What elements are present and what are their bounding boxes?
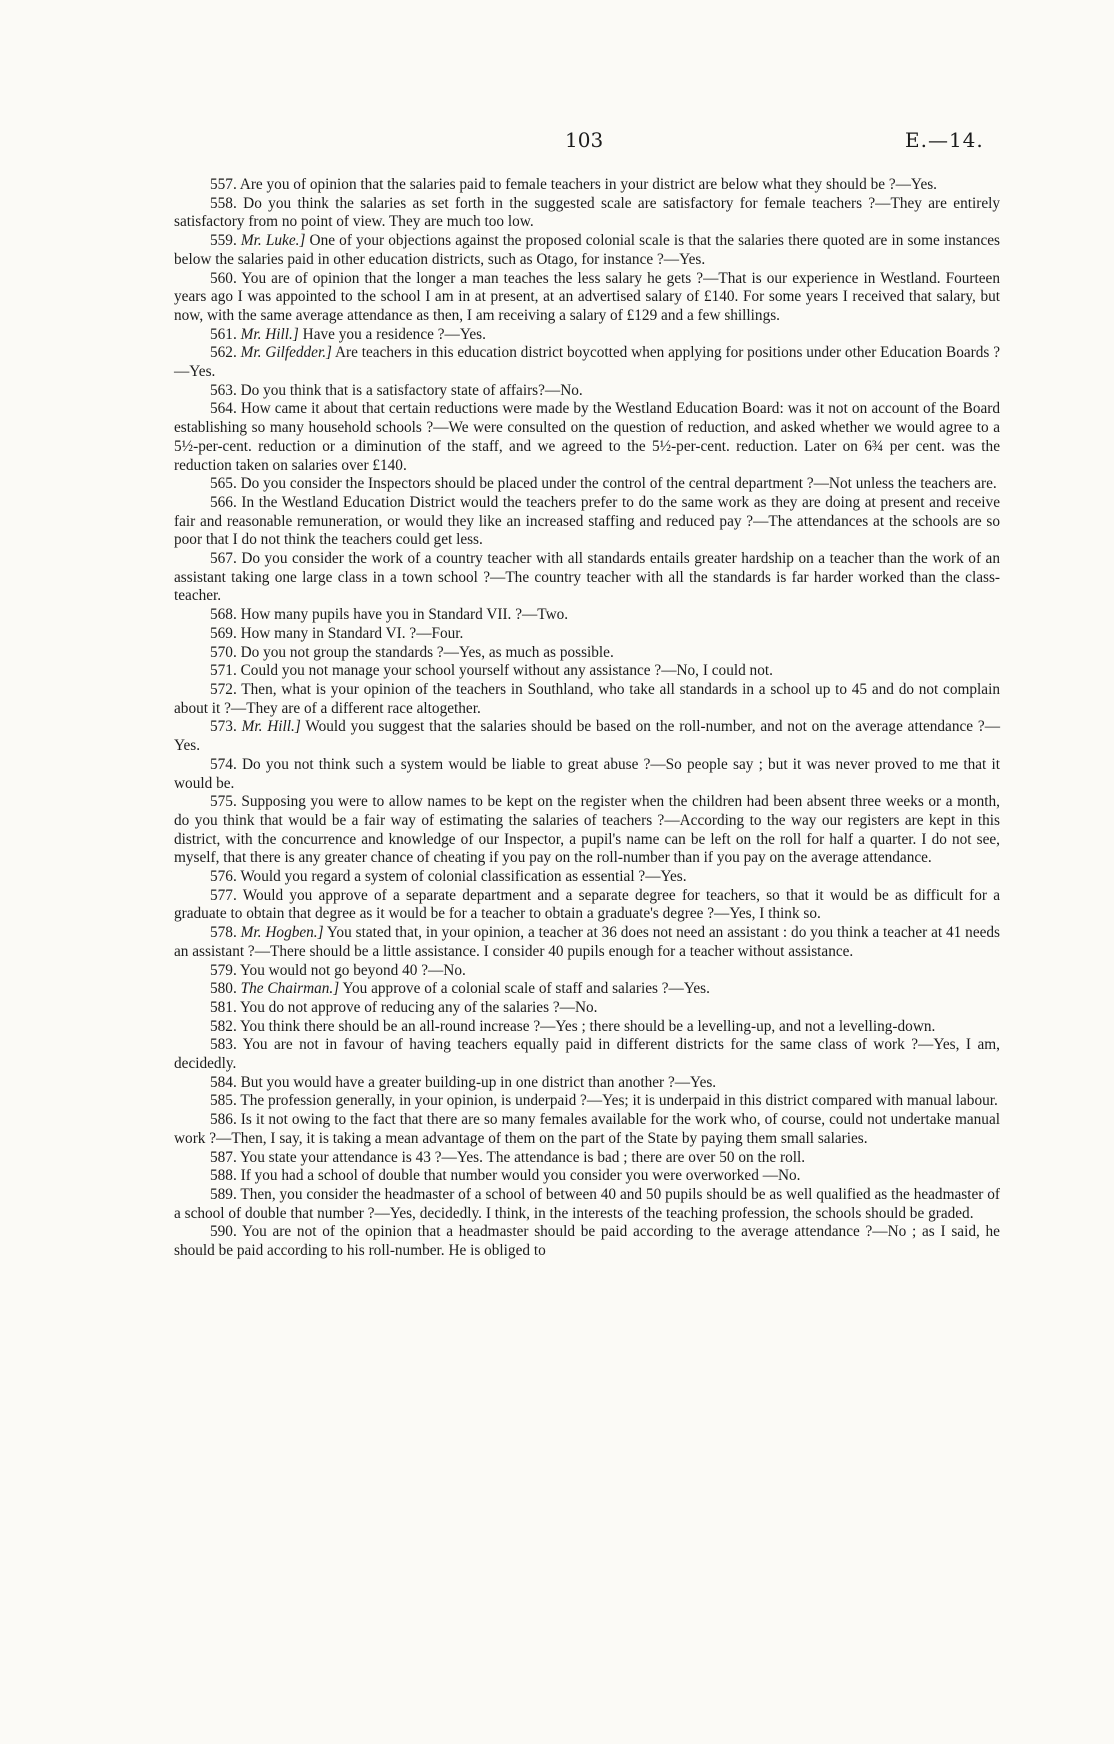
speaker-name: The Chairman.] [240,980,340,998]
question-text: In the Westland Education District would the teachers prefer to do the same work as they are doing at present and receive fair and reasonable remuneration, or would they like an increased staffing and reduced pay ?—The attendances at the schools are so poor that I do not think the teachers could get less. [174,493,1000,549]
question-paragraph [174,1092,1000,1111]
question-paragraph [174,1167,1000,1186]
speaker-name: Mr. Gilfedder.] [240,344,332,362]
question-paragraph [174,962,1000,981]
question-number: 563. [210,381,237,399]
question-text: Have you a residence ?—Yes. [302,325,486,343]
speaker-name: Mr. Hill.] [241,718,301,736]
question-number: 585. [210,1092,237,1110]
question-number: 567. [210,550,237,568]
question-paragraph [174,1223,1000,1260]
question-paragraph [174,756,1000,793]
question-number: 589. [210,1185,237,1203]
question-paragraph [174,400,1000,475]
question-number: 559. [210,232,237,250]
question-paragraph [174,475,1000,494]
speaker-name: Mr. Hill.] [240,325,299,343]
question-paragraph [174,1186,1000,1223]
question-text: Do you consider the work of a country teacher with all standards entails greater hardship on a teacher than the work of an assistant taking one large class in a town school ?—The country teacher with all the standards is far harder worked than the class-teacher. [174,550,1000,605]
question-text: You are not of the opinion that a headmaster should be paid according to the average attendance ?—No ; as I said, he should be paid according to his roll-number. He is obliged to [174,1223,1000,1260]
question-text: Do you think that is a satisfactory state of affairs?—No. [240,381,583,399]
question-number: 557. [210,176,237,193]
question-text: You are not in favour of having teachers equally paid in different districts for the same class of work ?—Yes, I am, decidedly. [174,1036,1000,1073]
question-paragraph [174,718,1000,755]
question-number: 560. [210,269,237,287]
page-header [0,128,1114,156]
question-number: 575. [210,793,237,811]
question-number: 584. [210,1073,237,1091]
question-number: 580. [210,980,237,998]
question-number: 573. [210,718,237,736]
question-paragraph [174,176,1000,195]
evidence-text [174,176,1000,1261]
question-paragraph [174,980,1000,999]
question-text: How many in Standard VI. ?—Four. [240,624,464,642]
question-number: 570. [210,643,237,661]
question-text: Are teachers in this education district boycotted when applying for positions under other Education Boards ?—Yes. [174,344,1000,381]
question-text: How many pupils have you in Standard VII. ?—Two. [240,606,569,624]
question-paragraph [174,1149,1000,1168]
question-number: 562. [210,344,237,362]
question-paragraph [174,606,1000,625]
question-text: You are of opinion that the longer a man teaches the less salary he gets ?—That is our experience in Westland. Fourteen years ago I was appointed to the school I am in at present, at an advertised salary of £140. For some years I received that salary, but now, with the same average attendance as then, I am receiving a salary of £129 and a few shillings. [174,269,1000,324]
question-paragraph [174,270,1000,326]
question-text: You would not go beyond 40 ?—No. [240,961,466,979]
question-paragraph [174,625,1000,644]
question-number: 586. [210,1111,237,1129]
question-number: 558. [210,194,237,212]
question-paragraph [174,1036,1000,1073]
question-text: You do not approve of reducing any of the salaries ?—No. [240,998,598,1016]
question-text: But you would have a greater building-up in one district than another ?—Yes. [240,1073,717,1091]
question-paragraph [174,681,1000,718]
question-text: Do you not group the standards ?—Yes, as much as possible. [240,643,614,661]
question-number: 579. [210,961,237,979]
question-paragraph [174,793,1000,868]
question-number: 568. [210,606,237,624]
question-text: Are you of opinion that the salaries paid to female teachers in your district are below what they should be ?—Yes. [239,176,938,193]
question-number: 571. [210,662,237,680]
speaker-name: Mr. Luke.] [240,232,306,250]
document-code: E.—14. [905,128,984,152]
question-text: If you had a school of double that number would you consider you were overworked —No. [240,1167,801,1185]
page-number: 103 [565,128,604,152]
question-number: 561. [210,325,237,343]
question-number: 564. [210,400,237,418]
question-text: Do you think the salaries as set forth in the suggested scale are satisfactory for female teachers ?—They are entirely satisfactory from no point of view. They are much too low. [174,194,1001,231]
question-text: Would you suggest that the salaries should be based on the roll-number, and not on the average attendance ?—Yes. [174,718,1000,755]
question-text: Then, what is your opinion of the teachers in Southland, who take all standards in a school up to 45 and do not complain about it ?—They are of a different race altogether. [174,680,1000,717]
question-paragraph [174,232,1000,269]
speaker-name: Mr. Hogben.] [240,924,324,942]
question-number: 566. [210,493,237,511]
question-number: 569. [210,624,237,642]
question-paragraph [174,326,1000,345]
question-number: 581. [210,998,237,1016]
question-paragraph [174,382,1000,401]
question-number: 587. [210,1148,237,1166]
question-paragraph [174,1018,1000,1037]
question-paragraph [174,344,1000,381]
question-number: 578. [210,924,237,942]
question-number: 582. [210,1017,237,1035]
question-text: Do you not think such a system would be liable to great abuse ?—So people say ; but it was never proved to me that it would be. [174,755,1001,792]
question-number: 583. [210,1036,237,1054]
question-paragraph [174,195,1000,232]
question-paragraph [174,887,1000,924]
question-paragraph [174,644,1000,663]
question-number: 588. [210,1167,237,1185]
question-text: The profession generally, in your opinion, is underpaid ?—Yes; it is underpaid in this district compared with manual labour. [240,1092,998,1110]
question-text: Then, you consider the headmaster of a school of between 40 and 50 pupils should be as well qualified as the headmaster of a school of double that number ?—Yes, decidedly. I think, in the interests of the teaching profession, the schools should be graded. [174,1185,1000,1222]
question-text: You state your attendance is 43 ?—Yes. The attendance is bad ; there are over 50 on the roll. [240,1148,806,1166]
question-number: 577. [210,886,237,904]
question-text: Is it not owing to the fact that there are so many females available for the work who, of course, could not undertake manual work ?—Then, I say, it is taking a mean advantage of them on the part of the State by paying them small salaries. [174,1111,1000,1147]
question-text: Do you consider the Inspectors should be placed under the control of the central department ?—Not unless the teachers are. [240,475,997,493]
question-text: You stated that, in your opinion, a teacher at 36 does not need an assistant : do you think a teacher at 41 needs an assistant ?—There should be a little assistance. I consider 40 pupils enough for a teacher without assistance. [174,924,1001,960]
question-paragraph [174,999,1000,1018]
question-number: 572. [210,680,237,698]
question-paragraph [174,924,1000,961]
question-text: Supposing you were to allow names to be kept on the register when the children had been absent three weeks or a month, do you think that would be a fair way of estimating the salaries of teachers ?—According to the way our registers are kept in this district, with the concurrence and knowledge of our Inspector, a pupil's name can be left on the roll for half a quarter. I do not see, myself, that there is any greater chance of cheating if you pay on the roll-number than if you pay on the average attendance. [174,793,1000,867]
question-number: 590. [210,1223,237,1241]
question-number: 576. [210,868,237,886]
question-text: You approve of a colonial scale of staff and salaries ?—Yes. [342,980,710,998]
question-paragraph [174,662,1000,681]
question-paragraph [174,550,1000,606]
question-text: One of your objections against the proposed colonial scale is that the salaries there quoted are in some instances below the salaries paid in other education districts, such as Otago, for instance ?—Yes. [174,232,1000,268]
question-paragraph [174,868,1000,887]
question-text: How came it about that certain reductions were made by the Westland Education Board: was it not on account of the Board establishing so many household schools ?—We were consulted on the question of reduction, and asked whether we would agree to a 5½-per-cent. reduction or a diminution of the staff, and we agreed to the 5½-per-cent. reduction. Later on 6¾ per cent. was the reduction taken on salaries over £140. [174,400,1001,474]
question-text: Would you approve of a separate department and a separate degree for teachers, so that it would be as difficult for a graduate to obtain that degree as it would be for a teacher to obtain a graduate's degree ?—Yes, I think so. [174,886,1000,923]
question-text: Could you not manage your school yourself without any assistance ?—No, I could not. [240,662,773,680]
question-paragraph [174,1111,1000,1148]
question-text: You think there should be an all-round increase ?—Yes ; there should be a levelling-up, and not a levelling-down. [240,1017,936,1035]
question-number: 565. [210,475,237,493]
question-text: Would you regard a system of colonial classification as essential ?—Yes. [240,868,687,886]
question-paragraph [174,1074,1000,1093]
question-number: 574. [210,755,237,773]
question-paragraph [174,494,1000,550]
